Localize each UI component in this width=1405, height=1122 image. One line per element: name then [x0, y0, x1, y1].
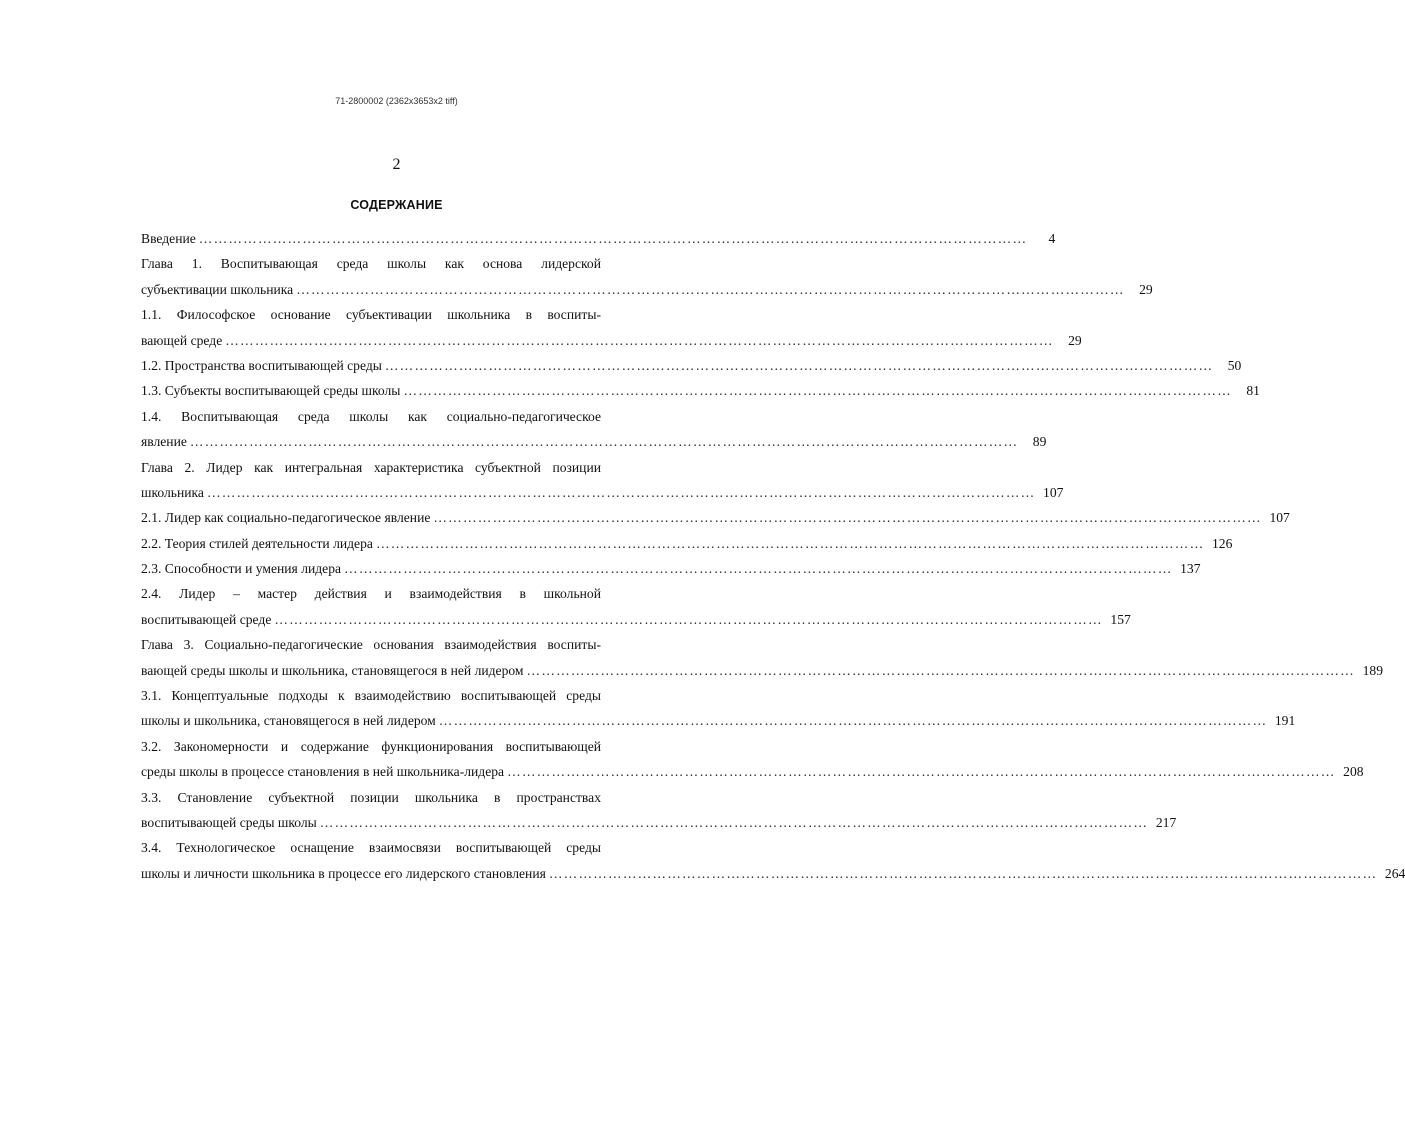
toc-entry-text: 1.1. Философское основание субъективации школьника в воспиты- [141, 307, 601, 323]
toc-leader-dots: …………………………………………………………………………………………………………………………………………………… [225, 332, 1054, 348]
toc-page-number: 137 [1180, 561, 1201, 577]
toc-page-number: 191 [1274, 713, 1296, 729]
table-of-contents [141, 226, 1405, 886]
toc-entry-title: явление [141, 434, 187, 450]
toc-page-number: 157 [1110, 611, 1131, 627]
toc-leader-dots: …………………………………………………………………………………………………………………………………………………… [375, 535, 1205, 551]
toc-entry-text: 3.1. Концептуальные подходы к взаимодействию воспитывающей среды [141, 688, 601, 704]
toc-entry-title: 1.2. Пространства воспитывающей среды [141, 357, 382, 373]
toc-entry [141, 251, 1153, 302]
toc-entry-title: вающей среды школы и школьника, становящегося в ней лидером [141, 662, 524, 678]
scan-header: 71-2800002 (2362x3653x2 tiff) [335, 96, 458, 106]
toc-entry [141, 581, 1131, 632]
toc-leader-dots: …………………………………………………………………………………………………………………………………………………… [384, 357, 1214, 373]
toc-entry-line [141, 277, 1153, 302]
toc-page-number: 208 [1343, 764, 1364, 780]
toc-entry-title: Введение [141, 231, 196, 246]
toc-entry-title: школьника [141, 484, 204, 500]
toc-entry-text: 3.3. Становление субъектной позиции школьника в пространствах [141, 789, 601, 805]
toc-entry [141, 632, 1383, 683]
toc-entry-title: воспитывающей среды школы [141, 814, 317, 830]
toc-entry-line [141, 658, 1383, 683]
toc-entry-title: воспитывающей среде [141, 611, 272, 627]
toc-entry-title: вающей среде [141, 332, 223, 348]
toc-entry-title: 1.3. Субъекты воспитывающей среды школы [141, 383, 401, 399]
toc-entry-line [141, 531, 1233, 556]
toc-leader-dots: …………………………………………………………………………………………………………………………………………………… [274, 611, 1103, 627]
toc-entry-line [141, 480, 1064, 505]
toc-entry-title: среды школы в процессе становления в ней школьника-лидера [141, 764, 505, 780]
toc-leader-dots: …………………………………………………………………………………………………………………………………………………… [344, 561, 1173, 577]
toc-entry-text: Глава 1. Воспитывающая среда школы как основа лидерской [141, 256, 601, 272]
toc-page-number: 50 [1227, 357, 1242, 373]
toc-entry-line [141, 810, 1177, 835]
toc-entry [141, 404, 1047, 455]
page-number: 2 [392, 156, 401, 173]
toc-entry-text: 2.4. Лидер – мастер действия и взаимодействия в школьной [141, 586, 601, 602]
toc-title: СОДЕРЖАНИЕ [350, 198, 443, 212]
toc-page-number: 29 [1139, 281, 1153, 297]
toc-entry-title: 2.2. Теория стилей деятельности лидера [141, 535, 373, 551]
toc-leader-dots: …………………………………………………………………………………………………………………………………………………… [198, 231, 1028, 246]
toc-entry [141, 302, 1082, 353]
toc-entry [141, 505, 1290, 530]
toc-entry-line [141, 378, 1260, 403]
toc-entry-line [141, 353, 1242, 378]
toc-entry-line [141, 759, 1364, 784]
toc-entry [141, 353, 1242, 378]
toc-entry-line [141, 429, 1047, 454]
toc-entry-title: субъективации школьника [141, 281, 294, 297]
toc-entry-text: Глава 3. Социально-педагогические основания взаимодействия воспиты- [141, 637, 601, 653]
toc-entry-line [141, 861, 1405, 886]
toc-leader-dots: …………………………………………………………………………………………………………………………………………………… [296, 281, 1125, 297]
toc-entry-line [141, 226, 1056, 251]
toc-entry [141, 531, 1233, 556]
toc-leader-dots: …………………………………………………………………………………………………………………………………………………… [403, 383, 1232, 399]
toc-page-number: 126 [1212, 535, 1233, 551]
toc-entry [141, 734, 1364, 785]
toc-page-number: 107 [1043, 484, 1064, 500]
toc-entry-text: 1.4. Воспитывающая среда школы как социально-педагогическое [141, 408, 601, 424]
toc-entry-line [141, 708, 1296, 733]
toc-leader-dots: …………………………………………………………………………………………………………………………………………………… [548, 865, 1378, 881]
toc-entry [141, 785, 1177, 836]
toc-entry [141, 378, 1260, 403]
toc-entry-title: школы и личности школьника в процессе его лидерского становления [141, 865, 546, 881]
toc-entry-line [141, 505, 1290, 530]
toc-entry-text: Глава 2. Лидер как интегральная характеристика субъектной позиции [141, 459, 601, 475]
toc-entry-line [141, 607, 1131, 632]
toc-entry [141, 556, 1201, 581]
toc-leader-dots: …………………………………………………………………………………………………………………………………………………… [189, 434, 1019, 450]
toc-page-number: 29 [1068, 332, 1082, 348]
toc-entry-title: 2.1. Лидер как социально-педагогическое явление [141, 510, 431, 526]
toc-entry-line [141, 556, 1201, 581]
toc-page-number: 89 [1032, 434, 1047, 450]
toc-leader-dots: …………………………………………………………………………………………………………………………………………………… [507, 764, 1336, 780]
toc-page-number: 264 [1384, 865, 1405, 881]
toc-entry [141, 455, 1064, 506]
toc-entry-line [141, 328, 1082, 353]
toc-page-number: 81 [1246, 383, 1260, 399]
toc-page-number: 4 [1048, 231, 1056, 246]
toc-leader-dots: …………………………………………………………………………………………………………………………………………………… [206, 484, 1036, 500]
toc-entry [141, 683, 1296, 734]
toc-page-number: 107 [1269, 510, 1290, 526]
toc-entry-title: школы и школьника, становящегося в ней лидером [141, 713, 436, 729]
toc-leader-dots: …………………………………………………………………………………………………………………………………………………… [319, 814, 1149, 830]
toc-entry [141, 835, 1405, 886]
toc-entry-text: 3.4. Технологическое оснащение взаимосвязи воспитывающей среды [141, 840, 601, 856]
toc-leader-dots: …………………………………………………………………………………………………………………………………………………… [433, 510, 1262, 526]
toc-entry [141, 226, 1056, 251]
toc-page-number: 189 [1362, 662, 1383, 678]
toc-leader-dots: …………………………………………………………………………………………………………………………………………………… [438, 713, 1268, 729]
toc-entry-title: 2.3. Способности и умения лидера [141, 561, 342, 577]
toc-entry-text: 3.2. Закономерности и содержание функционирования воспитывающей [141, 738, 601, 754]
toc-page-number: 217 [1155, 814, 1177, 830]
toc-leader-dots: …………………………………………………………………………………………………………………………………………………… [526, 662, 1355, 678]
